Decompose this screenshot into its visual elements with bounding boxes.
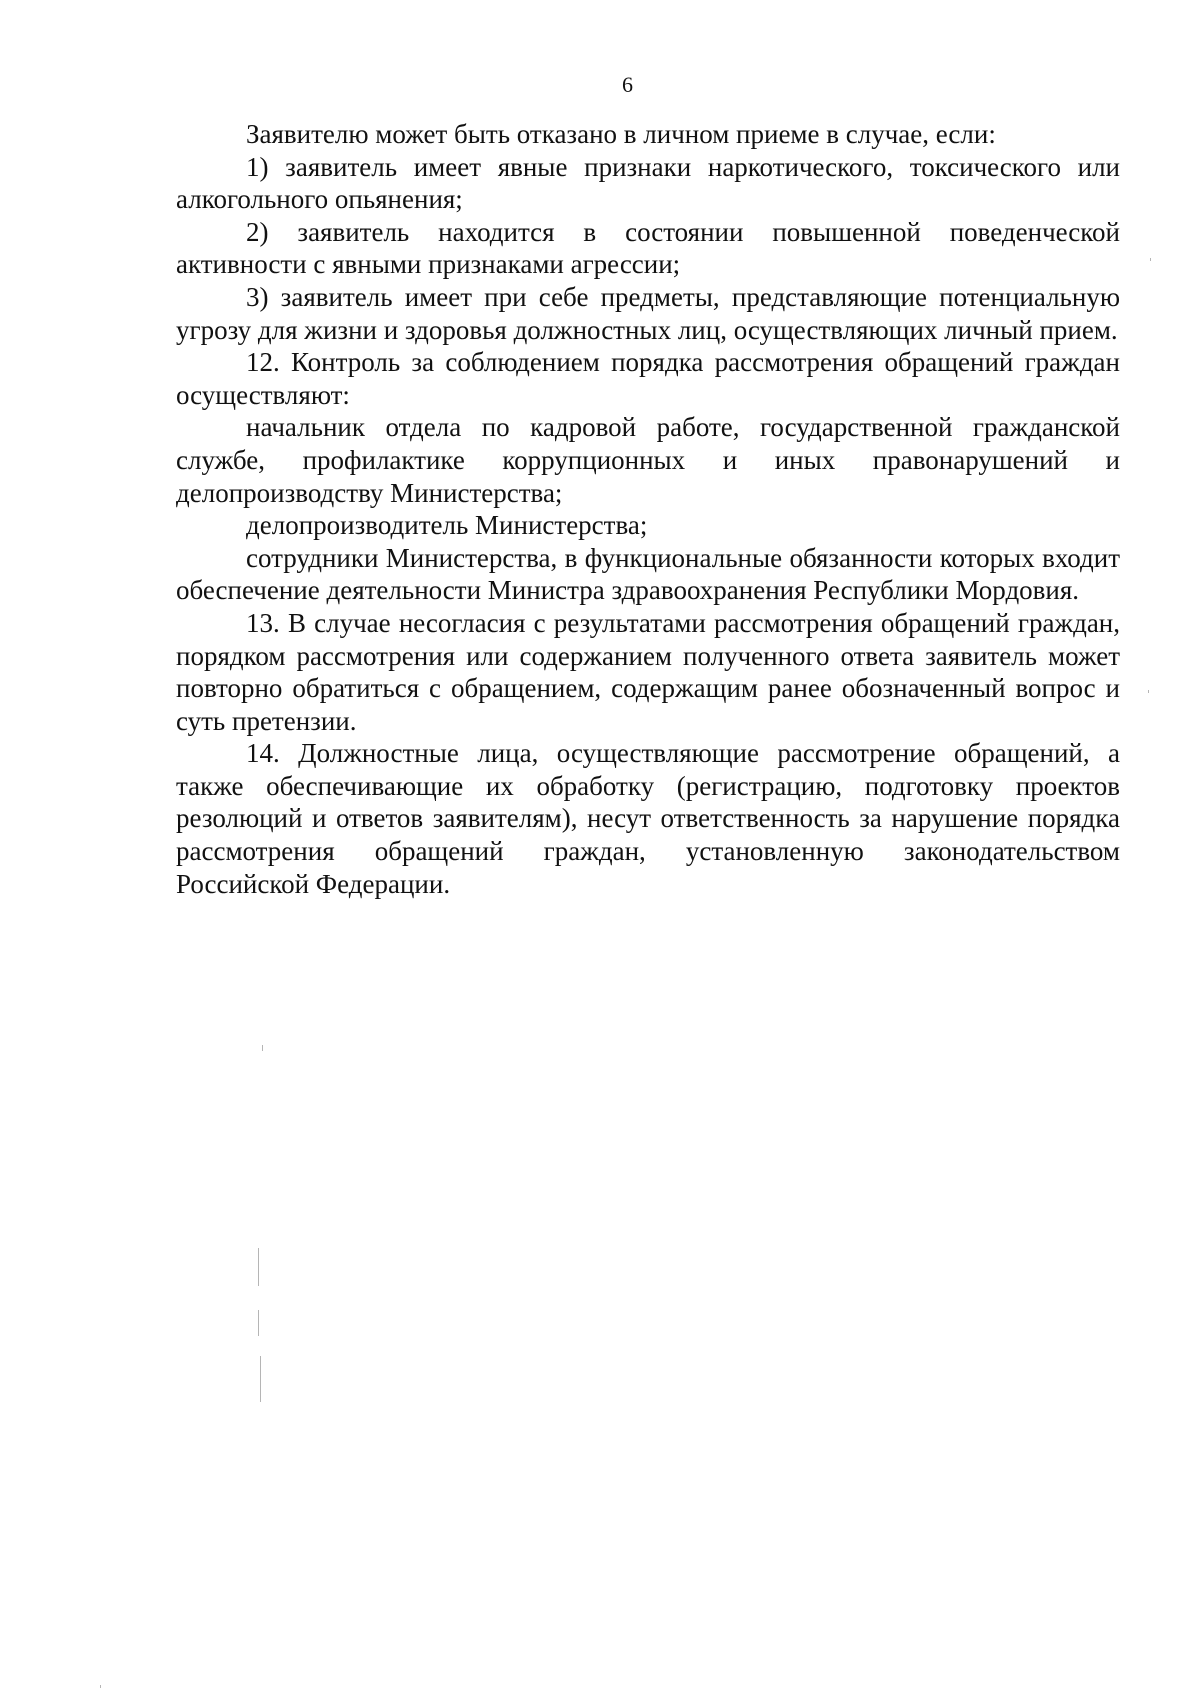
scan-speck bbox=[1150, 258, 1151, 261]
paragraph-item-2: 2) заявитель находится в состоянии повышенной поведенческой активности с явными признаками агрессии; bbox=[176, 216, 1120, 280]
paragraph-section-13: 13. В случае несогласия с результатами рассмотрения обращений граждан, порядком рассмотрения или содержанием полученного ответа заявитель может повторно обратиться с обращением, содержащим ранее обозначенный вопрос и суть претензии. bbox=[176, 607, 1120, 736]
paragraph-staff: сотрудники Министерства, в функциональные обязанности которых входит обеспечение деятельности Министра здравоохранения Республики Мордовия. bbox=[176, 542, 1120, 606]
page-number: 6 bbox=[622, 72, 633, 97]
paragraph-clerk: делопроизводитель Министерства; bbox=[246, 510, 648, 541]
document-body bbox=[176, 118, 1120, 900]
scan-speck bbox=[258, 1248, 259, 1286]
scan-speck bbox=[260, 1356, 261, 1402]
scan-speck bbox=[262, 1045, 263, 1051]
scan-speck bbox=[1148, 690, 1149, 693]
paragraph-section-12: 12. Контроль за соблюдением порядка рассмотрения обращений граждан осуществляют: bbox=[176, 347, 1120, 410]
paragraph-item-3: 3) заявитель имеет при себе предметы, представляющие потенциальную угрозу для жизни и здоровья должностных лиц, осуществляющих личный прием. bbox=[176, 281, 1120, 345]
scan-speck bbox=[258, 1310, 259, 1336]
paragraph-section-14: 14. Должностные лица, осуществляющие рассмотрение обращений, а также обеспечивающие их обработку (регистрацию, подготовку проектов резолюций и ответов заявителям), несут ответственность за нарушение порядка рассмотрения обращений граждан, установленную законодательством Российской Федерации. bbox=[176, 738, 1120, 899]
scan-speck bbox=[100, 1685, 101, 1688]
paragraph-refusal-intro: Заявителю может быть отказано в личном приеме в случае, если: bbox=[246, 119, 996, 149]
paragraph-item-1: 1) заявитель имеет явные признаки наркотического, токсического или алкогольного опьянения; bbox=[176, 151, 1120, 215]
paragraph-department-head: начальник отдела по кадровой работе, государственной гражданской службе, профилактике коррупционных и иных правонарушений и делопроизводству Министерства; bbox=[176, 412, 1120, 508]
